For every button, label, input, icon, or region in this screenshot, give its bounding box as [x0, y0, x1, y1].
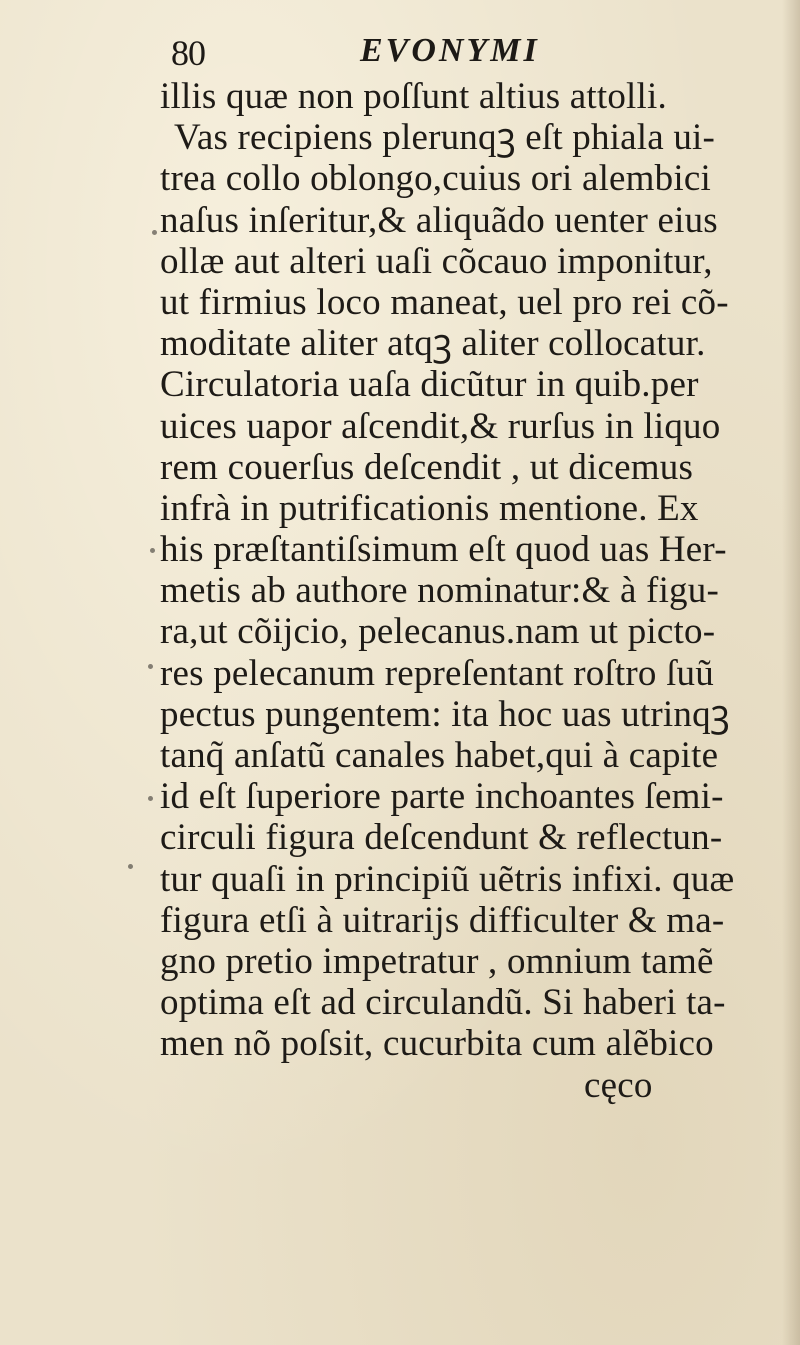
text-line: infrà in putrificationis mentione. Ex: [160, 487, 699, 529]
text-line: figura etſi à uitrarijs difficulter & ma-: [160, 899, 725, 941]
text-line: circuli figura deſcendunt & reflectun-: [160, 817, 723, 859]
text-line: gno pretio impetratur , omnium tamẽ: [160, 940, 714, 982]
text-line: res pelecanum repreſentant roſtro ſuũ: [160, 652, 714, 694]
page-header: [0, 26, 800, 76]
text-line: tur quaſi in principiũ uẽtris infixi. quæ: [160, 858, 735, 900]
text-line: his præſtantiſsimum eſt quod uas Her-: [160, 529, 727, 571]
text-line: Circulatoria uaſa dicũtur in quib.per: [160, 364, 699, 406]
text-line: moditate aliter atqꝫ aliter collocatur.: [160, 323, 706, 365]
text-line: pectus pungentem: ita hoc uas utrinqꝫ: [160, 693, 730, 735]
text-line: tanq̃ anſatũ canales habet,qui à capite: [160, 735, 719, 776]
page-number: 80: [171, 33, 205, 73]
text-line: id eſt ſuperiore parte inchoantes ſemi-: [160, 776, 724, 818]
text-line: optima eſt ad circulandũ. Si haberi ta-: [160, 982, 726, 1024]
text-line: trea collo oblongo,cuius ori alembici: [160, 158, 711, 200]
text-line: ollæ aut alteri uaſi cõcauo imponitur,: [160, 240, 713, 282]
margin-ink-speck: [148, 664, 153, 669]
margin-ink-speck: [150, 548, 155, 553]
text-line: naſus inſeritur,& aliquãdo uenter eius: [160, 199, 718, 241]
text-line: Vas recipiens plerunqꝫ eſt phiala ui-: [174, 117, 716, 159]
margin-ink-speck: [148, 796, 153, 801]
text-line: metis ab authore nominatur:& à figu-: [160, 570, 719, 612]
text-line: rem couerſus deſcendit , ut dicemus: [160, 446, 694, 488]
text-line: ra,ut cõijcio, pelecanus.nam ut picto-: [160, 611, 716, 653]
margin-ink-speck: [128, 864, 133, 869]
running-head: EVONYMI: [360, 32, 540, 69]
text-line: ut firmius loco maneat, uel pro rei cõ-: [160, 281, 729, 323]
text-line: illis quæ non poſſunt altius attolli.: [160, 76, 667, 117]
body-text: [160, 76, 800, 1106]
margin-ink-speck: [152, 230, 157, 235]
text-line: men nõ poſsit, cucurbita cum alẽbico: [160, 1023, 714, 1065]
text-line: uices uapor aſcendit,& rurſus in liquo: [160, 405, 721, 447]
catchword: cęco: [584, 1064, 653, 1106]
